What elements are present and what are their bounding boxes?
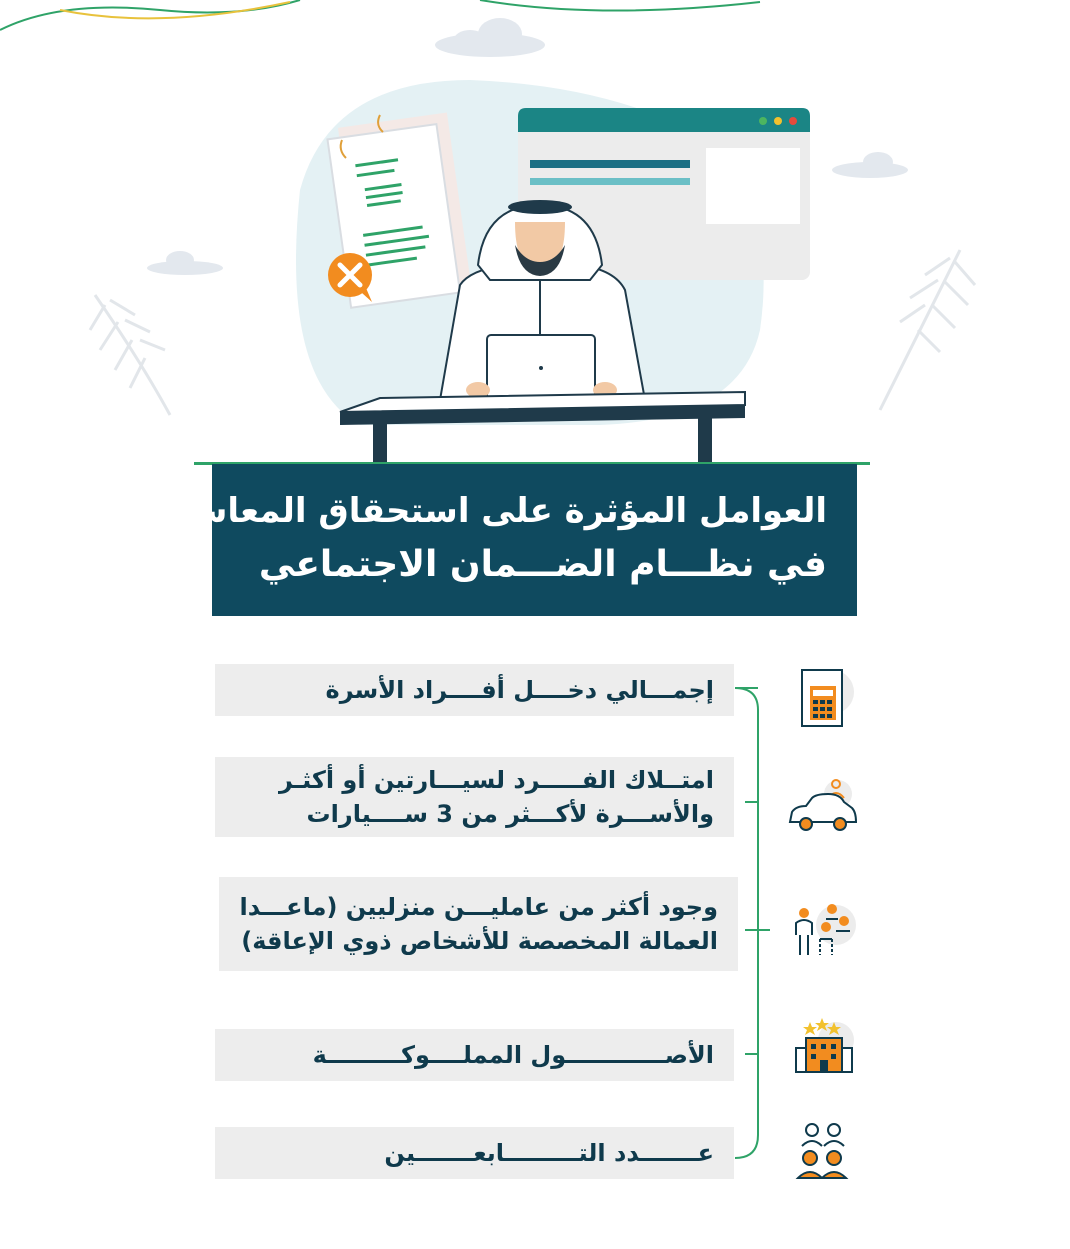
factor-text: العمالة المخصصة للأشخاص ذوي الإعاقة): [241, 927, 718, 955]
calculator-icon: [790, 662, 860, 732]
factor-text: إجمـــالي دخــــل أفــــراد الأسرة: [325, 676, 714, 704]
factor-owned-assets: [215, 1029, 734, 1081]
dependents-icon: [790, 1118, 860, 1188]
factor-dependents: [215, 1127, 734, 1179]
page-title-line-2: في نظـــام الضـــمان الاجتماعي: [258, 544, 827, 585]
workers-icon: [788, 895, 858, 965]
factor-car-ownership: [215, 757, 734, 837]
title-panel: [180, 464, 857, 616]
page-title-line-1: العوامل المؤثرة على استحقاق المعاش: [180, 491, 827, 531]
car-icon: [788, 772, 858, 842]
factor-text: وجود أكثر من عامليـــن منزليين (ماعـــدا: [239, 893, 718, 921]
header-illustration: [0, 0, 1070, 470]
factor-text: والأســـرة لأكـــثر من 3 ســــيارات: [306, 800, 714, 828]
factor-family-income: [215, 664, 734, 716]
factor-text: الأصــــــــــــول المملــــوكـــــــــة: [312, 1041, 714, 1069]
factor-text: عـــــــدد التـــــــــابعـــــــين: [384, 1139, 714, 1167]
factor-text: امتــلاك الفـــــرد لسيـــارتين أو أكثـر: [278, 766, 714, 794]
building-icon: [790, 1014, 860, 1084]
factor-domestic-workers: [219, 877, 738, 971]
